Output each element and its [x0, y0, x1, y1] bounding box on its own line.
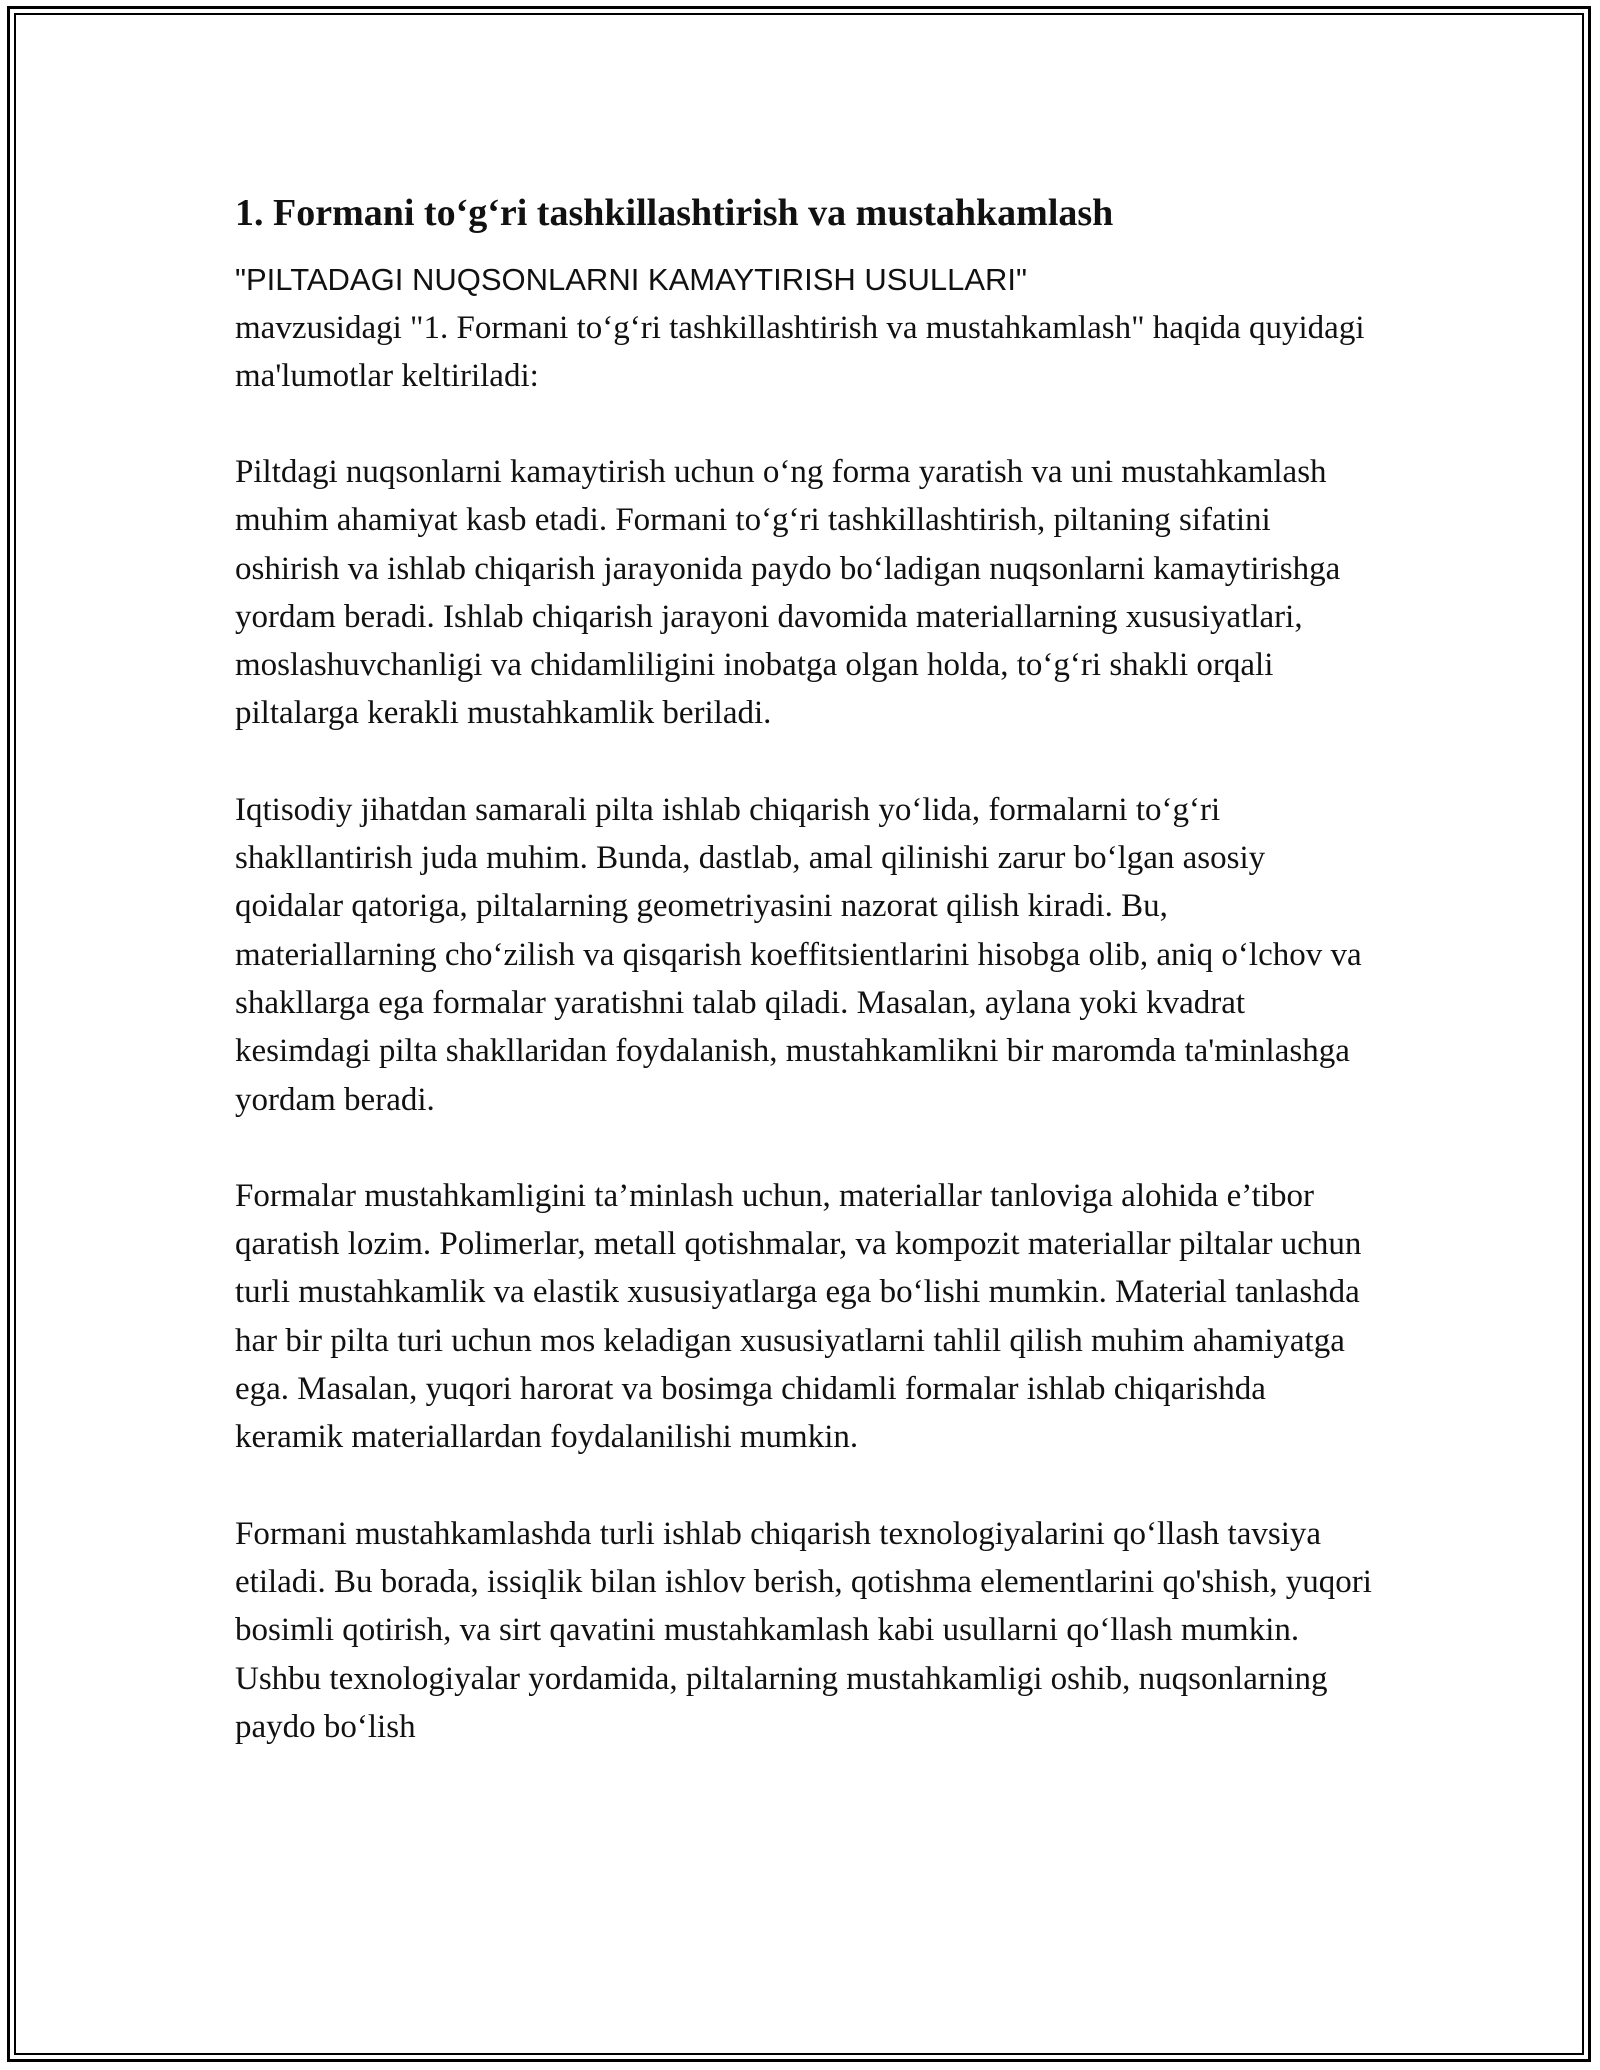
paragraph-4: Formani mustahkamlashda turli ishlab chiqarish texnologiyalarini qo‘llash tavsiya etiladi. Bu borada, issiqlik bilan ishlov berish, qotishma elementlarini qo'shish, yuqori bosimli qotirish, va sirt qavatini mustahkamlash kabi usullarni qo‘llash mumkin. Ushbu texnologiyalar yordamida, piltalarning mustahkamligi oshib, nuqsonlarning paydo bo‘lish: [235, 1515, 1372, 1745]
document-title: 1. Formani to‘g‘ri tashkillashtirish va mustahkamlash: [235, 192, 1114, 234]
paragraph-2: Iqtisodiy jihatdan samarali pilta ishlab chiqarish yo‘lida, formalarni to‘g‘ri shakllantirish juda muhim. Bunda, dastlab, amal qilinishi zarur bo‘lgan asosiy qoidalar qatoriga, piltalarning geometriyasini nazorat qilish kiradi. Bu, materiallarning cho‘zilish va qisqarish koeffitsientlarini hisobga olib, aniq o‘lchov va shakllarga ega formalar yaratishni talab qiladi. Masalan, aylana yoki kvadrat kesimdagi pilta shakllaridan foydalanish, mustahkamlikni bir maromda ta'minlashga yordam beradi.: [235, 791, 1362, 1118]
intro-topic: "PILTADAGI NUQSONLARNI KAMAYTIRISH USULLARI": [235, 262, 1027, 297]
intro-rest: mavzusidagi "1. Formani to‘g‘ri tashkillashtirish va mustahkamlash" haqida quyidagi ma'lumotlar keltiriladi:: [235, 310, 1365, 394]
paragraph-3: Formalar mustahkamligini ta’minlash uchun, materiallar tanloviga alohida e’tibor qaratish lozim. Polimerlar, metall qotishmalar, va kompozit materiallar piltalar uchun turli mustahkamlik va elastik xususiyatlarga ega bo‘lishi mumkin. Material tanlashda har bir pilta turi uchun mos keladigan xususiyatlarni tahlil qilish muhim ahamiyatga ega. Masalan, yuqori harorat va bosimga chidamli formalar ishlab chiqarishda keramik materiallardan foydalanilishi mumkin.: [235, 1177, 1362, 1456]
intro-paragraph: [235, 256, 1375, 400]
paragraph-1: Piltdagi nuqsonlarni kamaytirish uchun o‘ng forma yaratish va uni mustahkamlash muhim ahamiyat kasb etadi. Formani to‘g‘ri tashkillashtirish, piltaning sifatini oshirish va ishlab chiqarish jarayonida paydo bo‘ladigan nuqsonlarni kamaytirishga yordam beradi. Ishlab chiqarish jarayoni davomida materiallarning xususiyatlari, moslashuvchanligi va chidamliligini inobatga olgan holda, to‘g‘ri shakli orqali piltalarga kerakli mustahkamlik beriladi.: [235, 454, 1341, 732]
document-body: [235, 186, 1375, 1751]
